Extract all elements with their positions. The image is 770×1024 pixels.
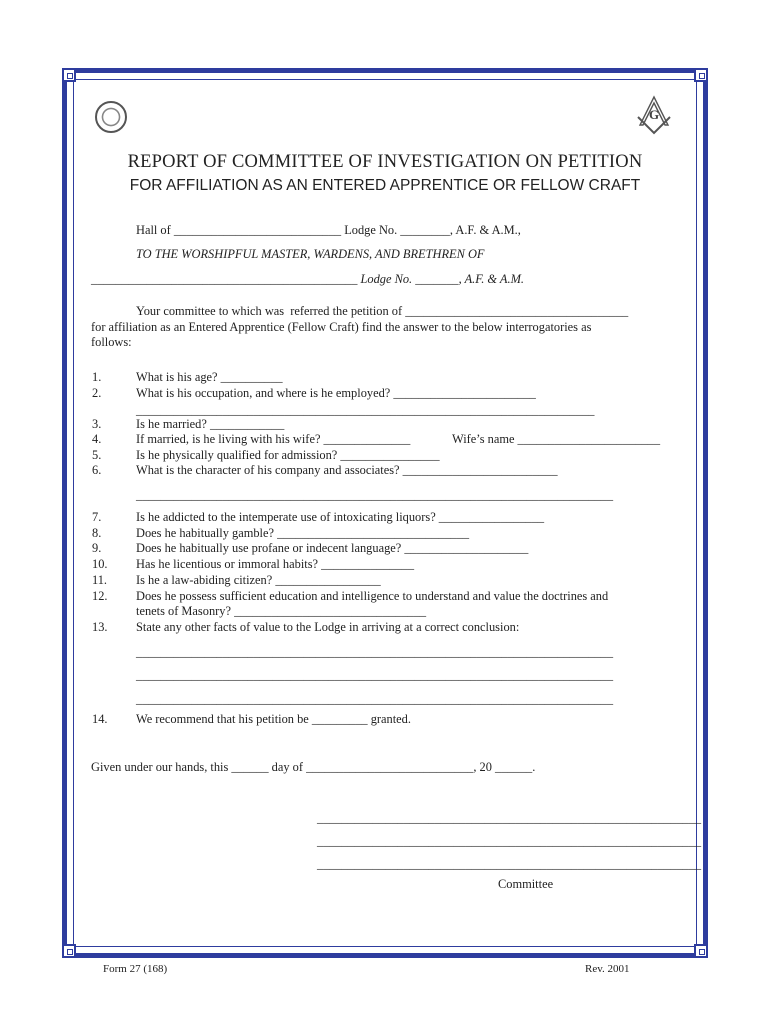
address-line: TO THE WORSHIPFUL MASTER, WARDENS, AND BRETHREN OF	[136, 247, 485, 261]
answer-line[interactable]: _____________________________________________________________________________	[136, 488, 614, 502]
question-field[interactable]: What is his age? __________	[136, 370, 283, 384]
item-number: 12.	[92, 589, 108, 603]
border-corner-ornament	[62, 68, 76, 82]
revision-date: Rev. 2001	[585, 963, 630, 975]
item-number: 7.	[92, 510, 102, 524]
border-corner-ornament	[62, 944, 76, 958]
question-field[interactable]: Does he possess sufficient education and intelligence to understand and value the doctrines and	[136, 589, 609, 603]
item-number: 8.	[92, 526, 102, 540]
intro-text: for affiliation as an Entered Apprentice (Fellow Craft) find the answer to the below interrogatories as	[91, 320, 592, 334]
intro-text-end: follows:	[91, 335, 132, 349]
question-field[interactable]: Is he addicted to the intemperate use of intoxicating liquors? _________________	[136, 510, 545, 524]
item-number: 1.	[92, 370, 102, 384]
answer-line[interactable]: tenets of Masonry? _______________________________	[136, 604, 427, 618]
signature-line[interactable]: ______________________________________________________________	[317, 834, 702, 848]
emblem-letter: G	[648, 107, 660, 122]
question-field[interactable]: Does he habitually use profane or indecent language? ____________________	[136, 541, 529, 555]
item-number: 9.	[92, 541, 102, 555]
border-corner-ornament	[694, 944, 708, 958]
item-number: 11.	[92, 573, 108, 587]
grand-lodge-seal-icon	[95, 101, 127, 133]
item-number: 10.	[92, 557, 108, 571]
question-field[interactable]: If married, is he living with his wife? ______________	[136, 432, 411, 446]
question-field[interactable]: We recommend that his petition be _________ granted.	[136, 712, 411, 726]
item-number: 2.	[92, 386, 102, 400]
item-number: 6.	[92, 463, 102, 477]
hall-of-field[interactable]: Hall of ___________________________ Lodge No. ________, A.F. & A.M.,	[136, 223, 521, 237]
square-and-compasses-icon	[634, 95, 674, 135]
item-number: 4.	[92, 432, 102, 446]
question-field[interactable]: What is the character of his company and associates? _________________________	[136, 463, 558, 477]
form-title: REPORT OF COMMITTEE OF INVESTIGATION ON PETITION	[127, 152, 643, 172]
question-field[interactable]: Is he a law-abiding citizen? _________________	[136, 573, 381, 587]
item-number: 14.	[92, 712, 108, 726]
signature-line[interactable]: ______________________________________________________________	[317, 857, 702, 871]
committee-label: Committee	[498, 877, 554, 891]
border-corner-ornament	[694, 68, 708, 82]
wife-name-field[interactable]: Wife’s name _______________________	[452, 432, 661, 446]
question-field[interactable]: Does he habitually gamble? _______________________________	[136, 526, 470, 540]
form-number: Form 27 (168)	[103, 963, 168, 975]
form-subtitle: FOR AFFILIATION AS AN ENTERED APPRENTICE OR FELLOW CRAFT	[129, 177, 641, 194]
answer-line[interactable]: _____________________________________________________________________________	[136, 692, 614, 706]
answer-line[interactable]: _____________________________________________________________________________	[136, 645, 614, 659]
item-number: 5.	[92, 448, 102, 462]
question-field[interactable]: Is he physically qualified for admission? ________________	[136, 448, 440, 462]
item-number: 13.	[92, 620, 108, 634]
given-under-hands-field[interactable]: Given under our hands, this ______ day of ___________________________, 20 ______.	[91, 760, 536, 774]
question-field[interactable]: What is his occupation, and where is he employed? _______________________	[136, 386, 536, 400]
intro-petitioner-field[interactable]: Your committee to which was referred the petition of ____________________________________	[136, 304, 629, 318]
answer-line[interactable]: _____________________________________________________________________________	[136, 668, 614, 682]
answer-line[interactable]: __________________________________________________________________________	[136, 403, 595, 417]
question-field[interactable]: Is he married? ____________	[136, 417, 285, 431]
item-number: 3.	[92, 417, 102, 431]
question-field[interactable]: Has he licentious or immoral habits? _______________	[136, 557, 415, 571]
lodge-name-field[interactable]: ___________________________________________ Lodge No. _______, A.F. & A.M.	[91, 272, 524, 286]
signature-line[interactable]: ______________________________________________________________	[317, 811, 702, 825]
question-field[interactable]: State any other facts of value to the Lodge in arriving at a correct conclusion:	[136, 620, 520, 634]
